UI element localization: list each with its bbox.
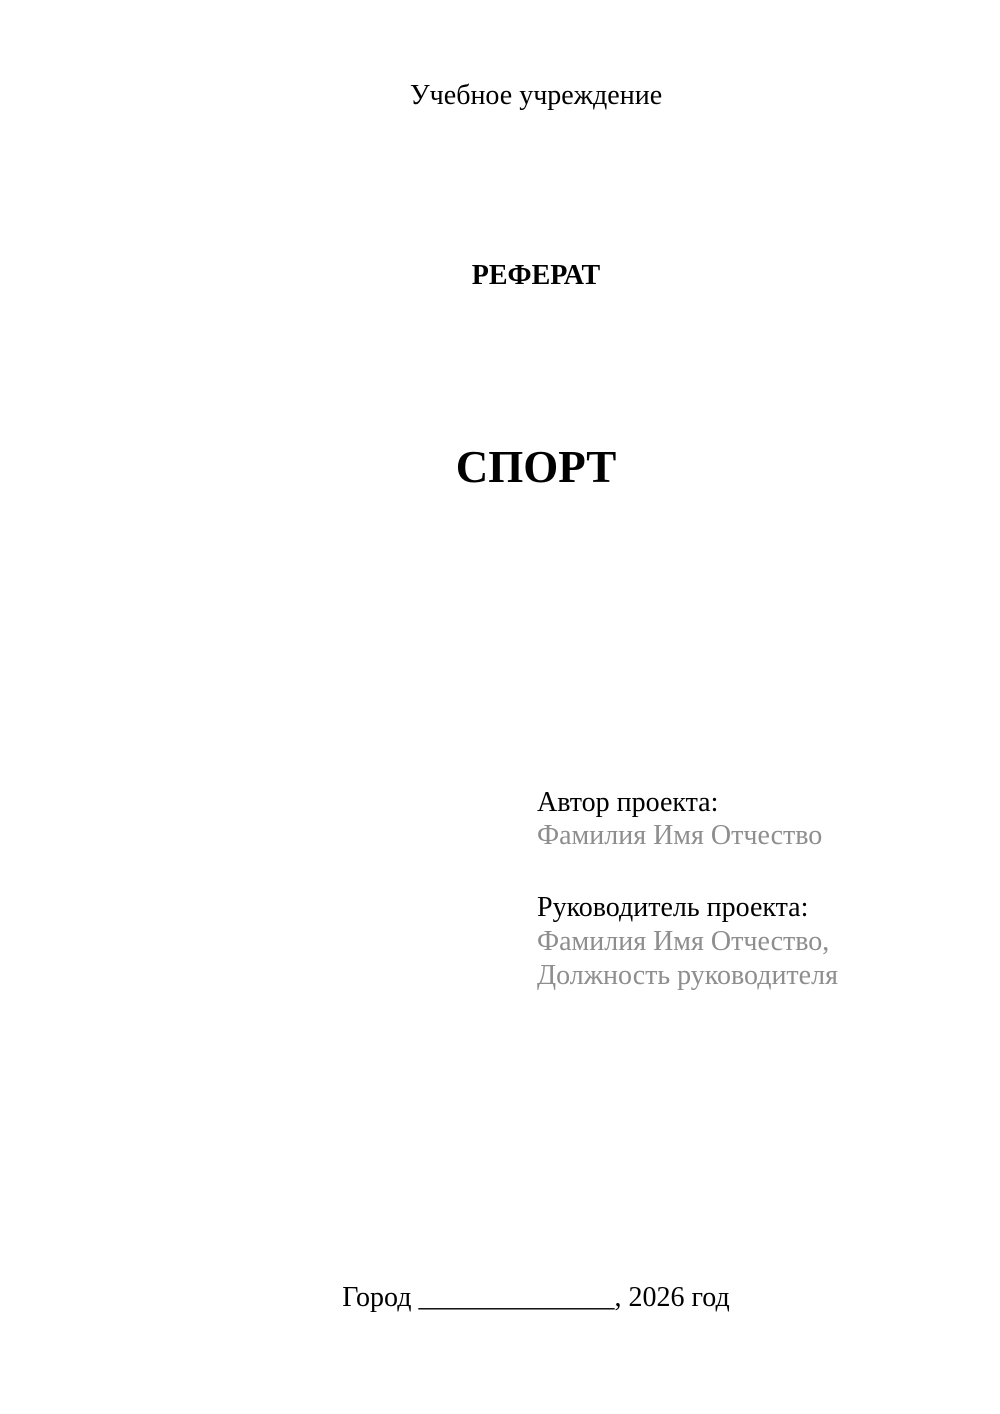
document-title: СПОРТ — [455, 442, 617, 492]
supervisor-name-placeholder: Фамилия Имя Отчество, — [537, 926, 830, 957]
footer-year-text: , 2026 год — [614, 1282, 730, 1313]
author-label: Автор проекта: — [537, 787, 719, 818]
footer-blank-underline: ______________ — [418, 1282, 615, 1313]
supervisor-block — [537, 891, 838, 993]
supervisor-position-placeholder: Должность руководителя — [537, 960, 838, 991]
footer-city-label: Город — [342, 1282, 419, 1313]
footer-line — [143, 1281, 929, 1315]
institution-line: Учебное учреждение — [409, 80, 663, 111]
supervisor-label: Руководитель проекта: — [537, 892, 809, 923]
author-name-placeholder: Фамилия Имя Отчество — [537, 820, 823, 851]
author-block — [537, 786, 822, 852]
document-type-heading: РЕФЕРАТ — [471, 260, 601, 291]
